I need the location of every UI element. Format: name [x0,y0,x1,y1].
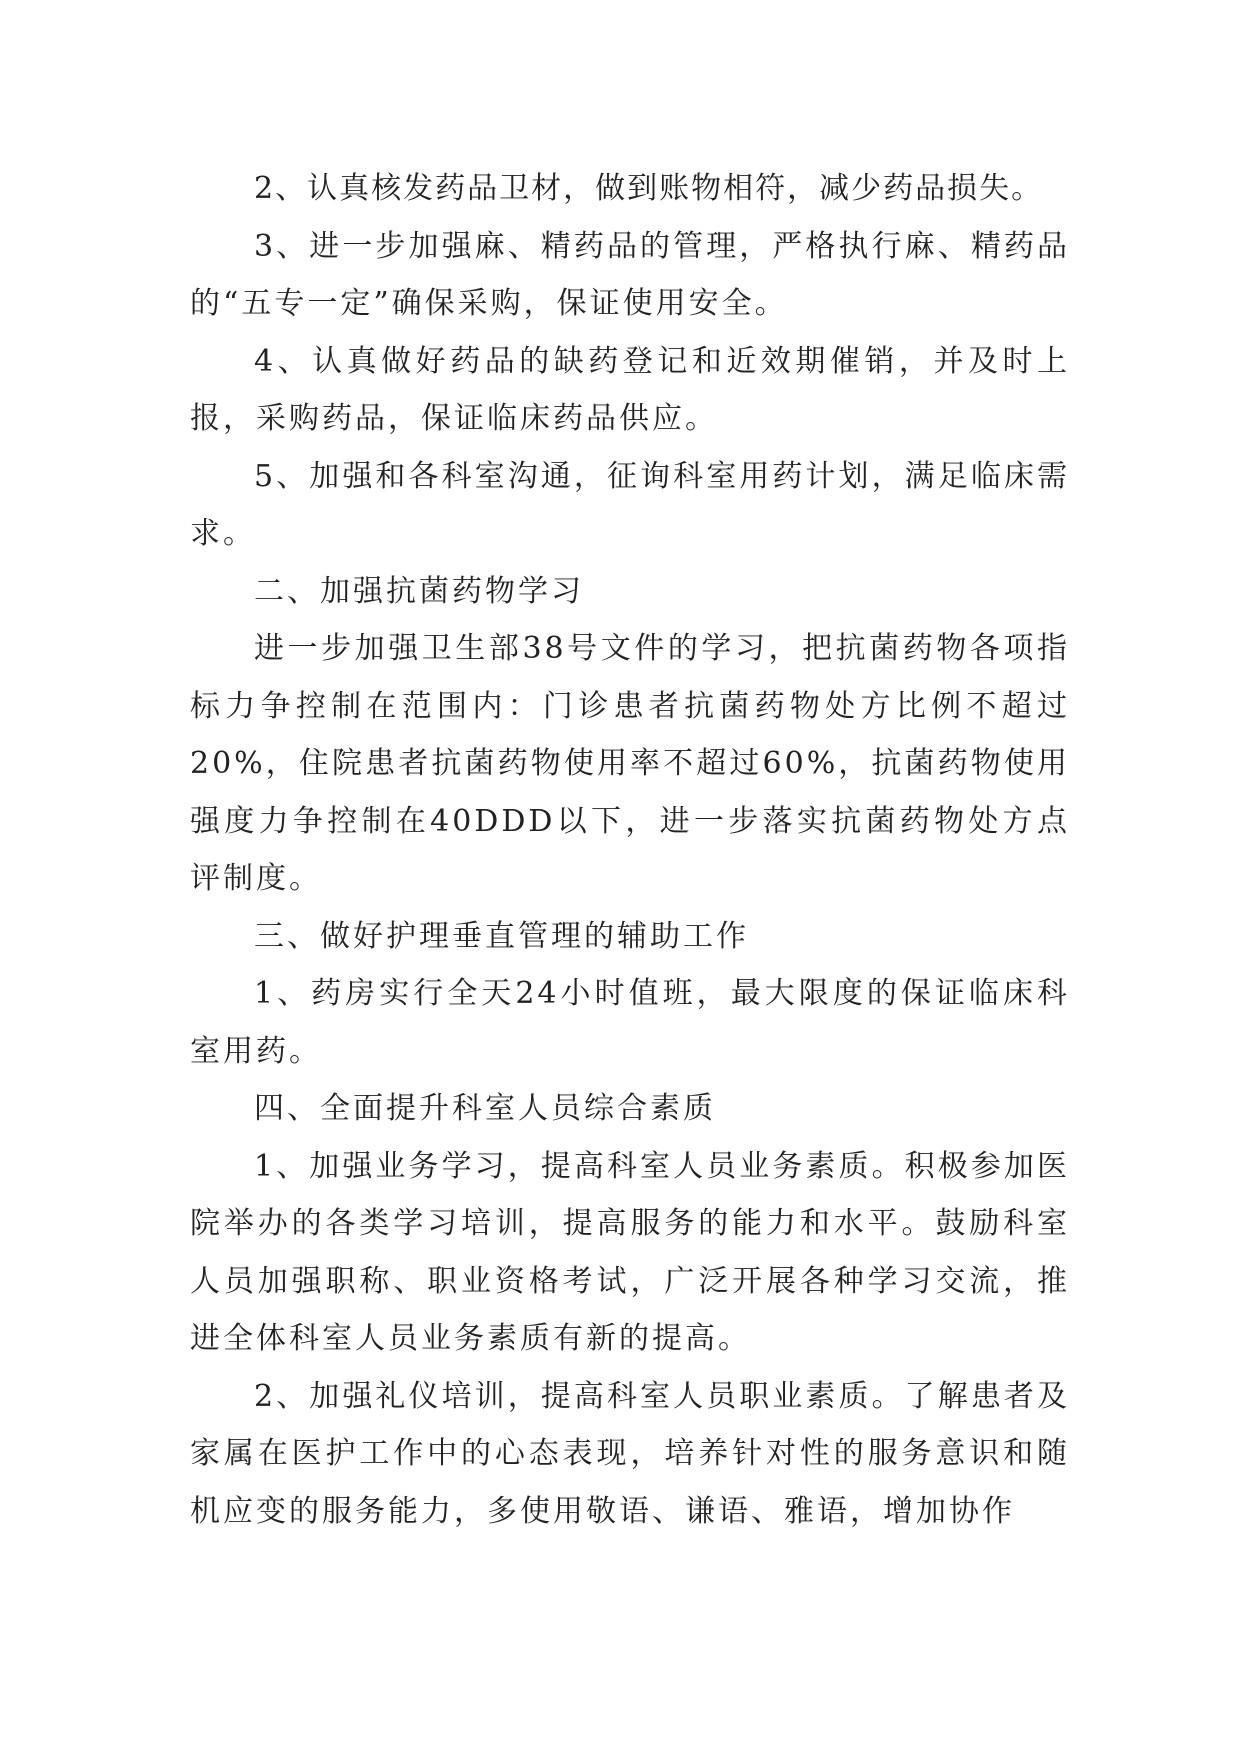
document-body [190,160,1070,1540]
paragraph-item-4: 4、认真做好药品的缺药登记和近效期催销，并及时上报，采购药品，保证临床药品供应。 [190,343,1070,436]
paragraph-etiquette-training: 2、加强礼仪培训，提高科室人员职业素质。了解患者及家属在医护工作中的心态表现，培养针对性的服务意识和随机应变的服务能力，多使用敬语、谦语、雅语，增加协作 [190,1378,1070,1529]
paragraph-business-study: 1、加强业务学习，提高科室人员业务素质。积极参加医院举办的各类学习培训，提高服务的能力和水平。鼓励科室人员加强职称、职业资格考试，广泛开展各种学习交流，推进全体科室人员业务素质有新的提高。 [190,1148,1070,1356]
section-heading-nursing: 三、做好护理垂直管理的辅助工作 [254,918,749,954]
section-heading-antibacterial: 二、加强抗菌药物学习 [254,573,584,609]
paragraph-item-3: 3、进一步加强麻、精药品的管理，严格执行麻、精药品的“五专一定”确保采购，保证使用安全。 [190,228,1070,321]
paragraph-item-5: 5、加强和各科室沟通，征询科室用药计划，满足临床需求。 [190,458,1070,551]
paragraph-item-2: 2、认真核发药品卫材，做到账物相符，减少药品损失。 [254,171,1044,206]
section-heading-staff-quality: 四、全面提升科室人员综合素质 [254,1091,716,1126]
paragraph-24h-duty: 1、药房实行全天24小时值班，最大限度的保证临床科室用药。 [190,976,1070,1069]
paragraph-antibacterial-study: 进一步加强卫生部38号文件的学习，把抗菌药物各项指标力争控制在范围内：门诊患者抗菌药物处方比例不超过20%，住院患者抗菌药物使用率不超过60%，抗菌药物使用强度力争控制在40DDD以下，进一步落实抗菌药物处方点评制度。 [190,631,1070,896]
